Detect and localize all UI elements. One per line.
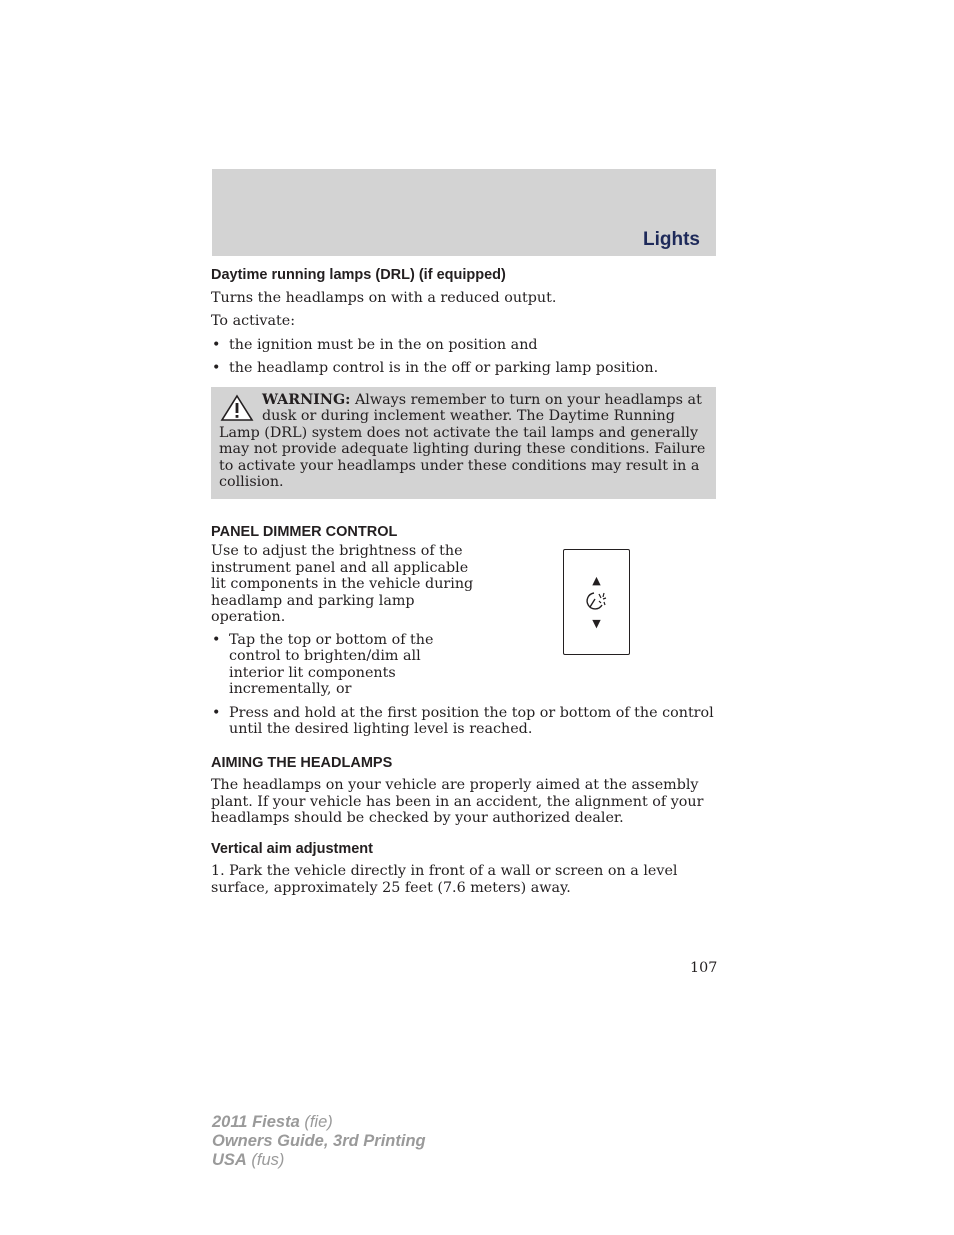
aiming-heading: AIMING THE HEADLAMPS: [211, 754, 393, 771]
section-header-band: [212, 169, 716, 256]
panel-dimmer-body: Use to adjust the brightness of the instrument panel and all applicable lit components in the vehicle during headlamp and parking lamp operation.: [211, 543, 474, 625]
footer-line-3: [212, 1151, 426, 1170]
footer-market: USA: [212, 1151, 247, 1169]
section-title: Lights: [643, 229, 700, 250]
list-item: • the ignition must be in the on position and: [211, 337, 717, 354]
drl-heading: Daytime running lamps (DRL) (if equipped): [211, 267, 506, 283]
list-item: • Press and hold at the first position the top or bottom of the control until the desired lighting level is reached.: [211, 705, 717, 738]
vertical-aim-step-1: 1. Park the vehicle directly in front of a wall or screen on a level surface, approximately 25 feet (7.6 meters) away.: [211, 863, 678, 896]
aiming-body: The headlamps on your vehicle are properly aimed at the assembly plant. If your vehicle has been in an accident, the alignment of your headlamps should be checked by your authorized dealer.: [211, 777, 704, 826]
panel-dimmer-diagram: [563, 549, 630, 655]
footer-printing: Owners Guide, 3rd Printing: [212, 1132, 426, 1150]
footer-market-code: (fus): [246, 1151, 285, 1169]
page-number: 107: [690, 960, 718, 976]
warning-box: [211, 387, 716, 499]
footer-line-1: [212, 1113, 426, 1132]
panel-dimmer-heading: PANEL DIMMER CONTROL: [211, 523, 398, 540]
down-arrow-icon: ▼: [592, 616, 601, 630]
vertical-aim-heading: Vertical aim adjustment: [211, 840, 373, 857]
list-item: • the headlamp control is in the off or parking lamp position.: [211, 360, 717, 377]
drl-intro: Turns the headlamps on with a reduced output.: [211, 289, 557, 306]
up-arrow-icon: ▲: [592, 573, 601, 587]
warning-label: WARNING:: [262, 391, 351, 408]
panel-dimmer-icon: [585, 590, 609, 612]
panel-dimmer-section: [211, 524, 717, 738]
panel-dimmer-bullet-list: [211, 632, 717, 738]
warning-triangle-icon: [220, 394, 254, 422]
drl-bullet-list: [211, 337, 717, 377]
page-content: [211, 267, 717, 903]
warning-text: Always remember to turn on your headlamps at dusk or during inclement weather. The Daytime Running Lamp (DRL) system does not activate the tail lamps and generally may not provide adequate lighting during these conditions. Failure to activate your headlamps under these conditions may result in a collision.: [219, 391, 706, 490]
list-item: • Tap the top or bottom of the control to brighten/dim all interior lit components incrementally, or: [211, 632, 477, 698]
document-footer: [212, 1113, 426, 1170]
footer-line-2: [212, 1132, 426, 1151]
footer-model-code: (fie): [299, 1113, 333, 1131]
footer-model: 2011 Fiesta: [212, 1113, 300, 1131]
drl-activate-label: To activate:: [211, 313, 296, 329]
